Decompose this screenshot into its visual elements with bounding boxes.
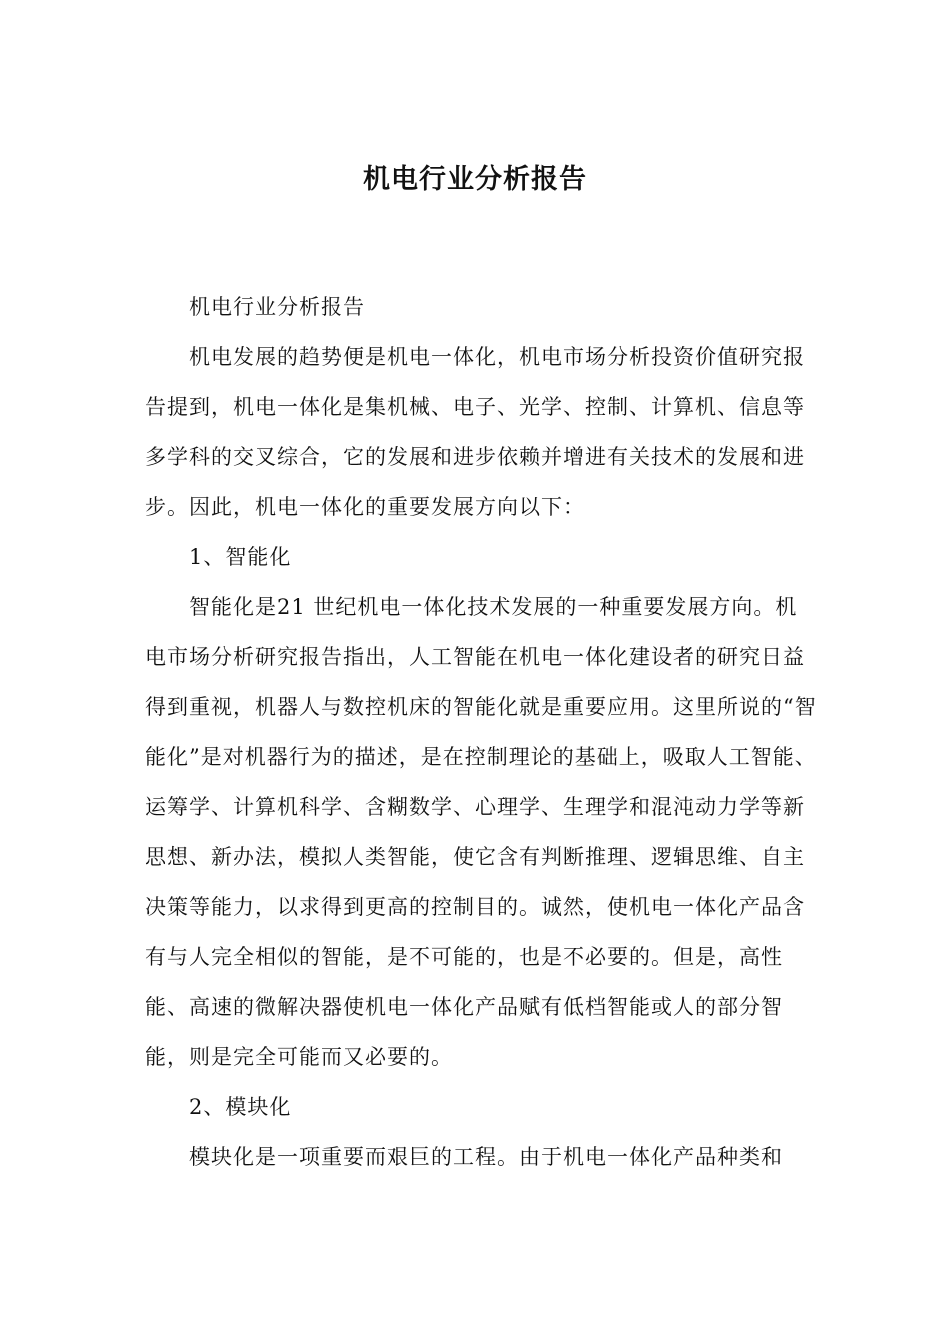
paragraph-modularity: 模块化是一项重要而艰巨的工程。由于机电一体化产品种类和 [189, 1145, 783, 1169]
paragraph-intro: 机电发展的趋势便是机电一体化，机电市场分析投资价值研究报告提到，机电一体化是集机械、电子、光学、控制、计算机、信息等多学科的交叉综合，它的发展和进步依赖并增进有关技术的发展和进步。因此，机电一体化的重要发展方向以下： [145, 345, 805, 519]
section-heading-intelligence: 1、智能化 [189, 545, 292, 569]
paragraph-intelligence: 智能化是21 世纪机电一体化技术发展的一种重要发展方向。机电市场分析研究报告指出，人工智能在机电一体化建设者的研究日益得到重视，机器人与数控机床的智能化就是重要应用。这里所说的“智能化”是对机器行为的描述，是在控制理论的基础上，吸取人工智能、运筹学、计算机科学、含糊数学、心理学、生理学和混沌动力学等新思想、新办法，模拟人类智能，使它含有判断推理、逻辑思维、自主决策等能力，以求得到更高的控制目的。诚然，使机电一体化产品含有与人完全相似的智能，是不可能的，也是不必要的。但是，高性能、高速的微解决器使机电一体化产品赋有低档智能或人的部分智能，则是完全可能而又必要的。 [145, 595, 817, 1069]
paragraph-heading-repeat: 机电行业分析报告 [189, 295, 365, 319]
document-title: 机电行业分析报告 [363, 164, 587, 195]
section-heading-modularity: 2、模块化 [189, 1095, 292, 1119]
document-body [145, 282, 817, 1182]
